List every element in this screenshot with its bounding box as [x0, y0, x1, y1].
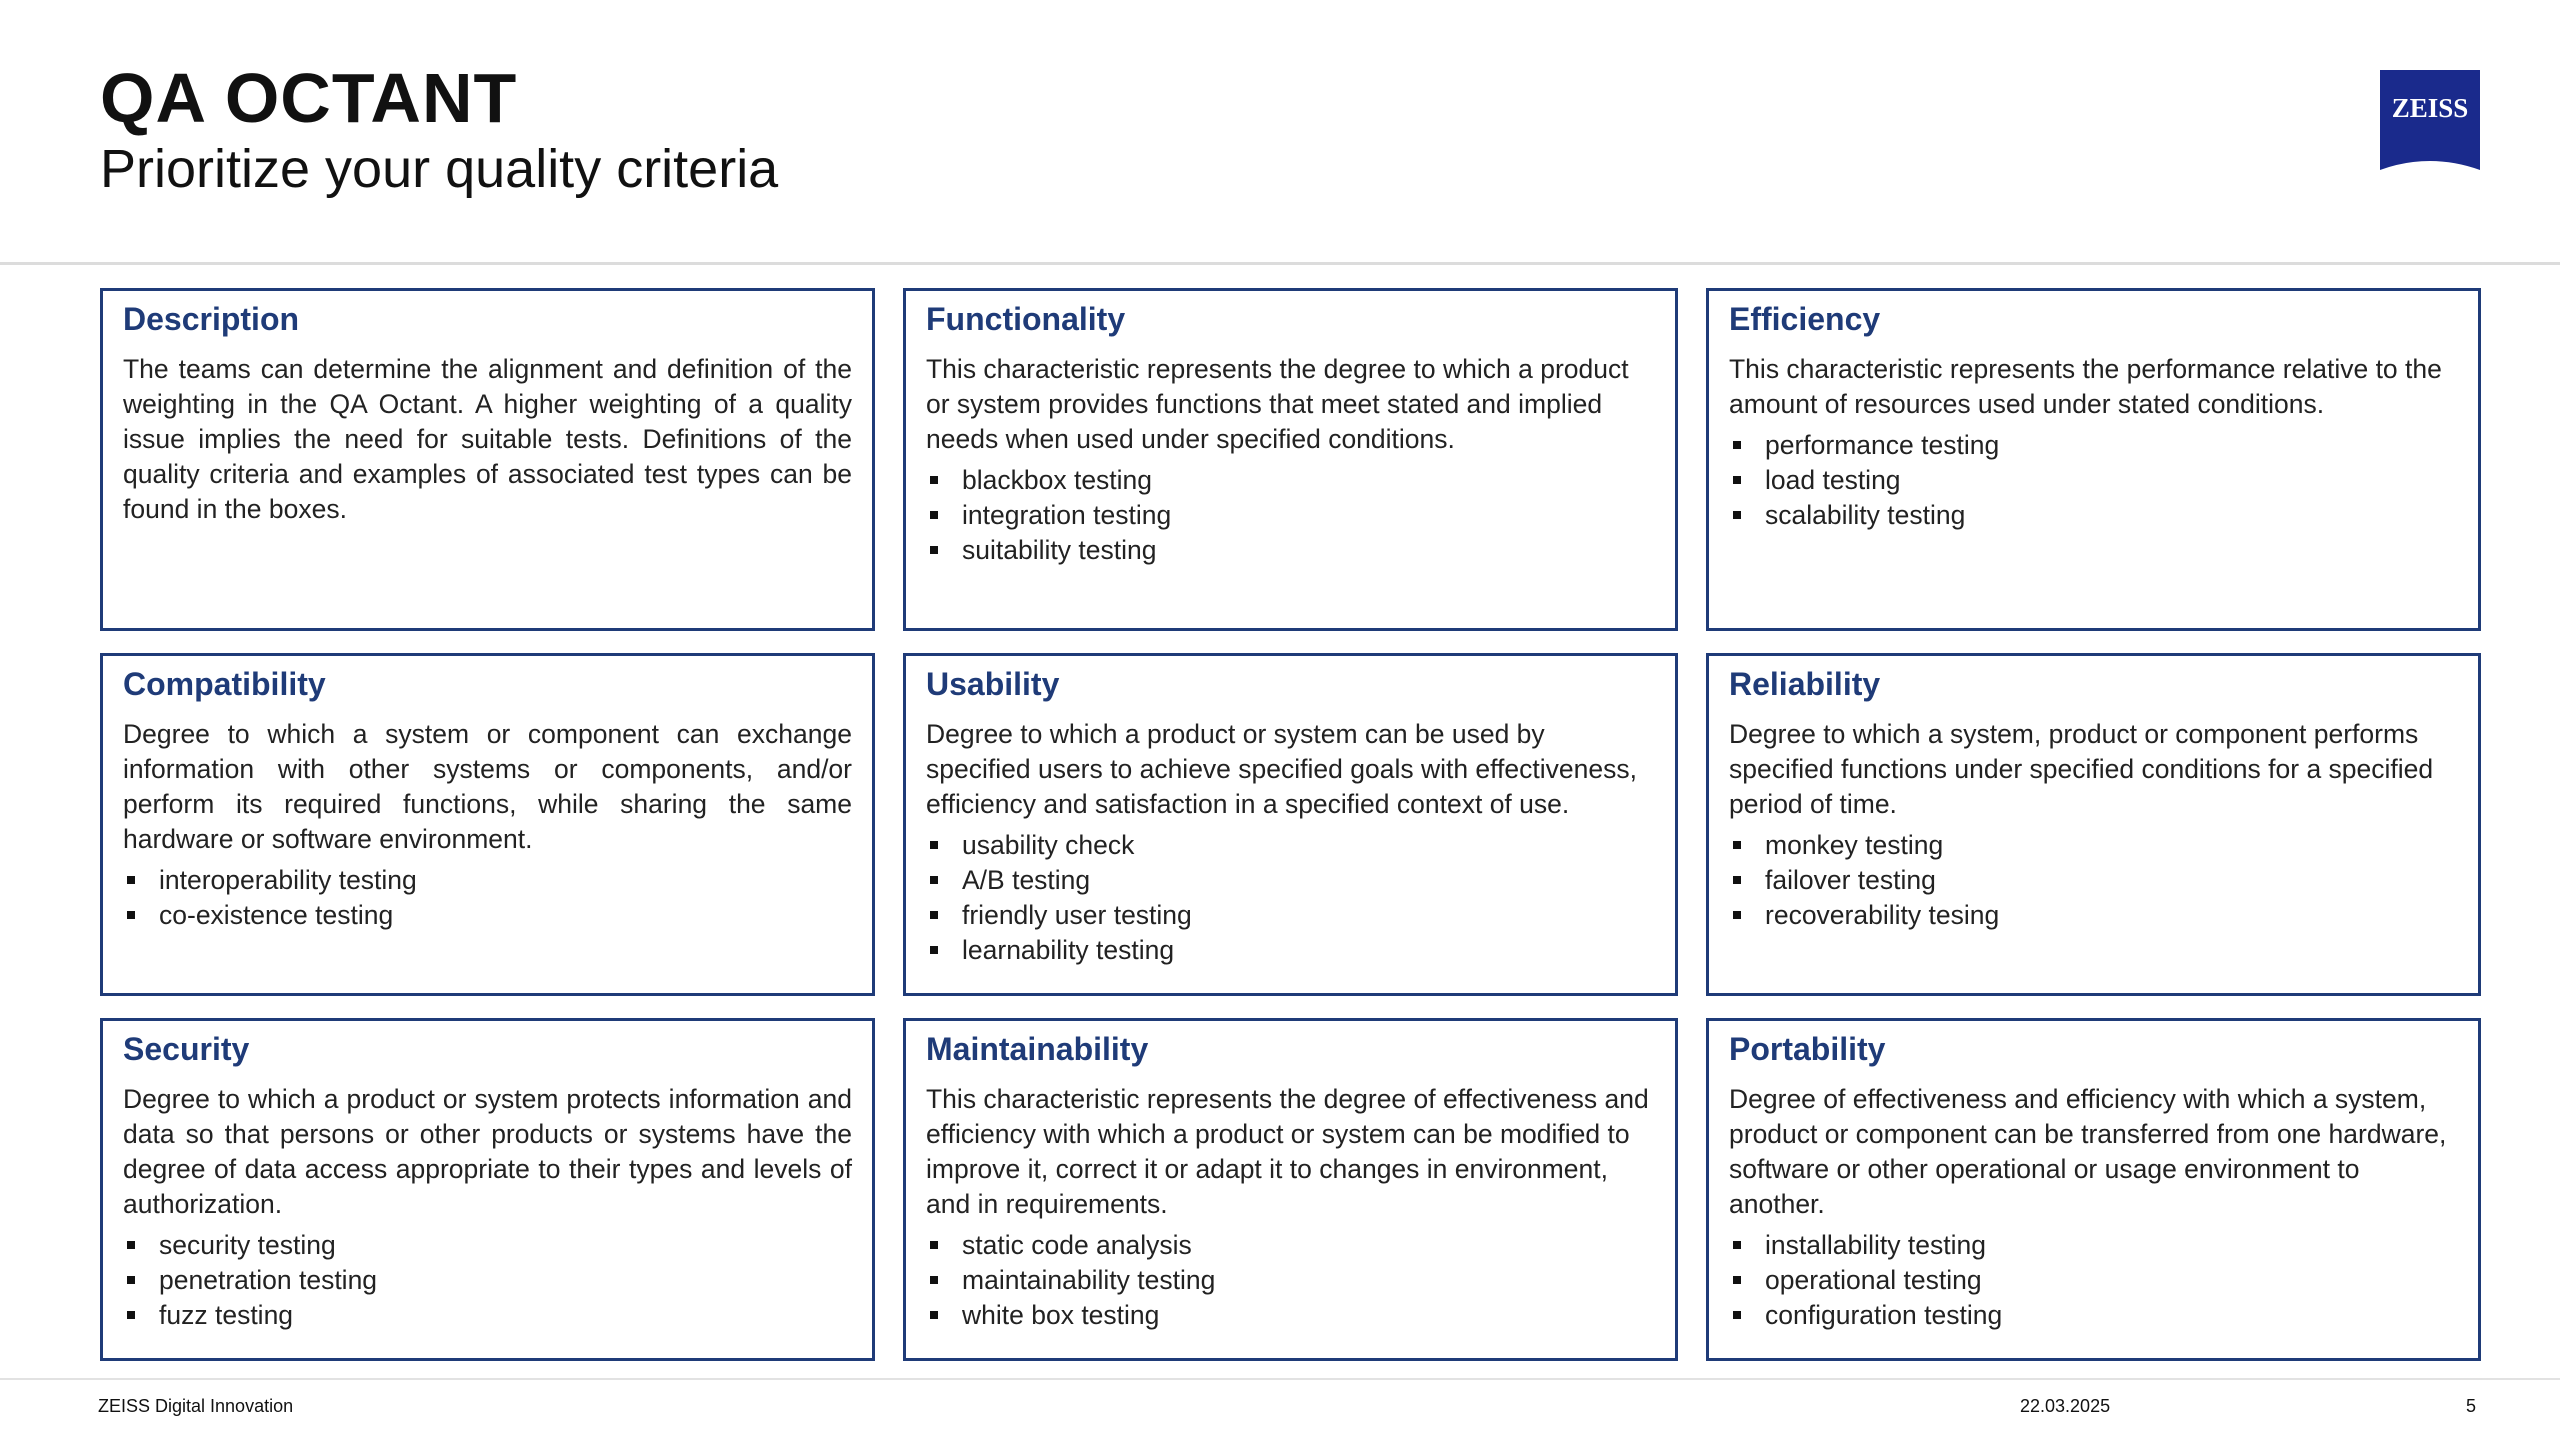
- box-description-text: The teams can determine the alignment and definition of the weighting in the QA Octant. A higher weighting of a quality issue implies the need for suitable tests. Definitions of the quality criteria and examples of associated test types can be found in the boxes.: [123, 354, 852, 524]
- box-title: Reliability: [1729, 666, 1881, 702]
- test-item: operational testing: [1729, 1263, 2458, 1298]
- test-item: penetration testing: [123, 1263, 852, 1298]
- test-list: [926, 463, 1655, 568]
- footer-divider: [0, 1378, 2560, 1380]
- box-title: Description: [123, 301, 300, 337]
- box-security: [100, 1018, 875, 1361]
- test-item: performance testing: [1729, 428, 2458, 463]
- box-description-text: Degree to which a product or system protects information and data so that persons or other products or systems have the degree of data access appropriate to their types and levels of authorization.: [123, 1084, 852, 1219]
- test-item: learnability testing: [926, 933, 1655, 968]
- test-item: scalability testing: [1729, 498, 2458, 533]
- box-description-text: This characteristic represents the performance relative to the amount of resources used under stated conditions.: [1729, 354, 2442, 419]
- box-reliability: [1706, 653, 2481, 996]
- box-title: Efficiency: [1729, 301, 1881, 337]
- slide-title: QA OCTANT: [100, 59, 518, 137]
- test-list: [1729, 428, 2458, 533]
- box-description-text: Degree to which a system or component can exchange information with other systems or components, and/or perform its required functions, while sharing the same hardware or software environment.: [123, 719, 852, 854]
- zeiss-logo: [2380, 70, 2480, 170]
- slide-subtitle: Prioritize your quality criteria: [100, 139, 779, 199]
- box-title: Compatibility: [123, 666, 326, 702]
- svg-text:ZEISS: ZEISS: [2391, 93, 2469, 123]
- test-item: security testing: [123, 1228, 852, 1263]
- box-portability: [1706, 1018, 2481, 1361]
- test-item: recoverability tesing: [1729, 898, 2458, 933]
- box-title: Usability: [926, 666, 1060, 702]
- box-description-text: This characteristic represents the degree to which a product or system provides functions that meet stated and implied needs when used under specified conditions.: [926, 354, 1629, 454]
- box-description-text: Degree to which a product or system can be used by specified users to achieve specified goals with effectiveness, efficiency and satisfaction in a specified context of use.: [926, 719, 1637, 819]
- test-list: [123, 863, 852, 933]
- test-item: load testing: [1729, 463, 2458, 498]
- box-maintainability: [903, 1018, 1678, 1361]
- test-list: [926, 1228, 1655, 1333]
- test-list: [926, 828, 1655, 968]
- test-item: fuzz testing: [123, 1298, 852, 1333]
- criteria-grid: [100, 288, 2480, 1360]
- test-list: [1729, 828, 2458, 933]
- box-title: Security: [123, 1031, 250, 1067]
- test-item: A/B testing: [926, 863, 1655, 898]
- box-description-text: This characteristic represents the degree of effectiveness and efficiency with which a product or system can be modified to improve it, correct it or adapt it to changes in environment, and in requirements.: [926, 1084, 1649, 1219]
- box-compatibility: [100, 653, 875, 996]
- test-item: blackbox testing: [926, 463, 1655, 498]
- test-list: [1729, 1228, 2458, 1333]
- test-item: integration testing: [926, 498, 1655, 533]
- footer-company: ZEISS Digital Innovation: [98, 1396, 294, 1416]
- test-item: monkey testing: [1729, 828, 2458, 863]
- box-efficiency: [1706, 288, 2481, 631]
- box-title: Portability: [1729, 1031, 1886, 1067]
- test-item: installability testing: [1729, 1228, 2458, 1263]
- test-item: suitability testing: [926, 533, 1655, 568]
- test-item: static code analysis: [926, 1228, 1655, 1263]
- test-item: friendly user testing: [926, 898, 1655, 933]
- box-title: Maintainability: [926, 1031, 1149, 1067]
- test-item: configuration testing: [1729, 1298, 2458, 1333]
- test-item: co-existence testing: [123, 898, 852, 933]
- box-description: [100, 288, 875, 631]
- box-title: Functionality: [926, 301, 1126, 337]
- header-divider: [0, 262, 2560, 265]
- box-usability: [903, 653, 1678, 996]
- test-item: interoperability testing: [123, 863, 852, 898]
- footer-page-number: 5: [2466, 1396, 2477, 1416]
- test-item: maintainability testing: [926, 1263, 1655, 1298]
- box-description-text: Degree to which a system, product or component performs specified functions under specified conditions for a specified period of time.: [1729, 719, 2434, 819]
- box-description-text: Degree of effectiveness and efficiency with which a system, product or component can be transferred from one hardware, software or other operational or usage environment to another.: [1729, 1084, 2447, 1219]
- test-list: [123, 1228, 852, 1333]
- footer-date: 22.03.2025: [2020, 1396, 2111, 1416]
- box-functionality: [903, 288, 1678, 631]
- test-item: white box testing: [926, 1298, 1655, 1333]
- test-item: failover testing: [1729, 863, 2458, 898]
- test-item: usability check: [926, 828, 1655, 863]
